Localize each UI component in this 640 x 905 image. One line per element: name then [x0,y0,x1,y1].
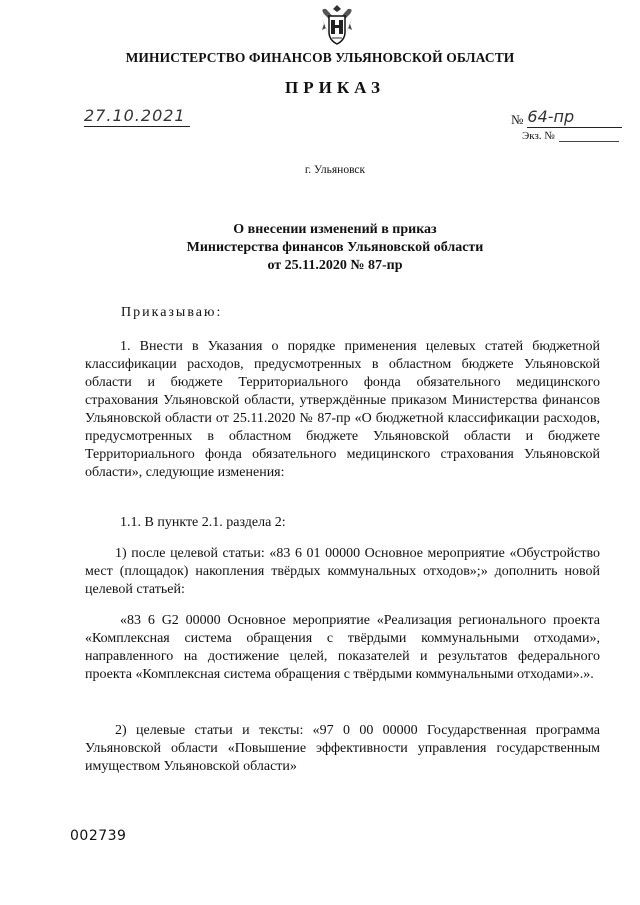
document-type: ПРИКАЗ [285,78,385,97]
order-number: 64-пр [527,107,622,128]
city: г. Ульяновск [304,164,366,176]
copy-number-row [522,130,619,142]
ulyanovsk-coat-of-arms-icon [318,4,356,46]
orders-word: Приказываю: [121,305,223,320]
document-code: 002739 [70,828,127,844]
document-title [0,221,640,275]
paragraph-quote: «83 6 G2 00000 Основное мероприятие «Реализация регионального проекта «Комплексная система обращения с твёрдыми коммунальными отходами», направленного на достижение целей, показателей и результатов федерального проекта «Комплексная система обращения с твёрдыми коммунальными отходами».». [85,613,600,682]
paragraph-item-2: 2) целевые статьи и тексты: «97 0 00 00000 Государственная программа Ульяновской области «Повышение эффективности управления государственным имуществом Ульяновской области» [85,723,600,774]
ministry-name: МИНИСТЕРСТВО ФИНАНСОВ УЛЬЯНОВСКОЙ ОБЛАСТИ [125,50,515,65]
title-line-3: от 25.11.2020 № 87-пр [267,258,403,273]
order-number-row [511,107,622,128]
copy-number-blank [559,130,619,142]
paragraph-1-1: 1.1. В пункте 2.1. раздела 2: [120,515,286,530]
copy-label: Экз. № [522,130,555,142]
paragraph-item-1: 1) после целевой статьи: «83 6 01 00000 Основное мероприятие «Обустройство мест (площадок) накопления твёрдых коммунальных отходов»;» дополнить новой целевой статьей: [85,546,600,597]
order-date: 27.10.2021 [84,106,190,127]
number-label: № [511,112,524,127]
title-line-1: О внесении изменений в приказ [233,222,437,237]
paragraph-1: 1. Внести в Указания о порядке применения целевых статей бюджетной классификации расходов, предусмотренных в областном бюджете Ульяновской области и бюджете Территориального фонда обязательного медицинского страхования Ульяновской области, утверждённые приказом Министерства финансов Ульяновской области от 25.11.2020 № 87-пр «О бюджетной классификации расходов, предусмотренных в областном бюджете Ульяновской области и бюджете Территориального фонда обязательного медицинского страхования Ульяновской области», следующие изменения: [85,339,600,480]
title-line-2: Министерства финансов Ульяновской области [186,240,484,255]
